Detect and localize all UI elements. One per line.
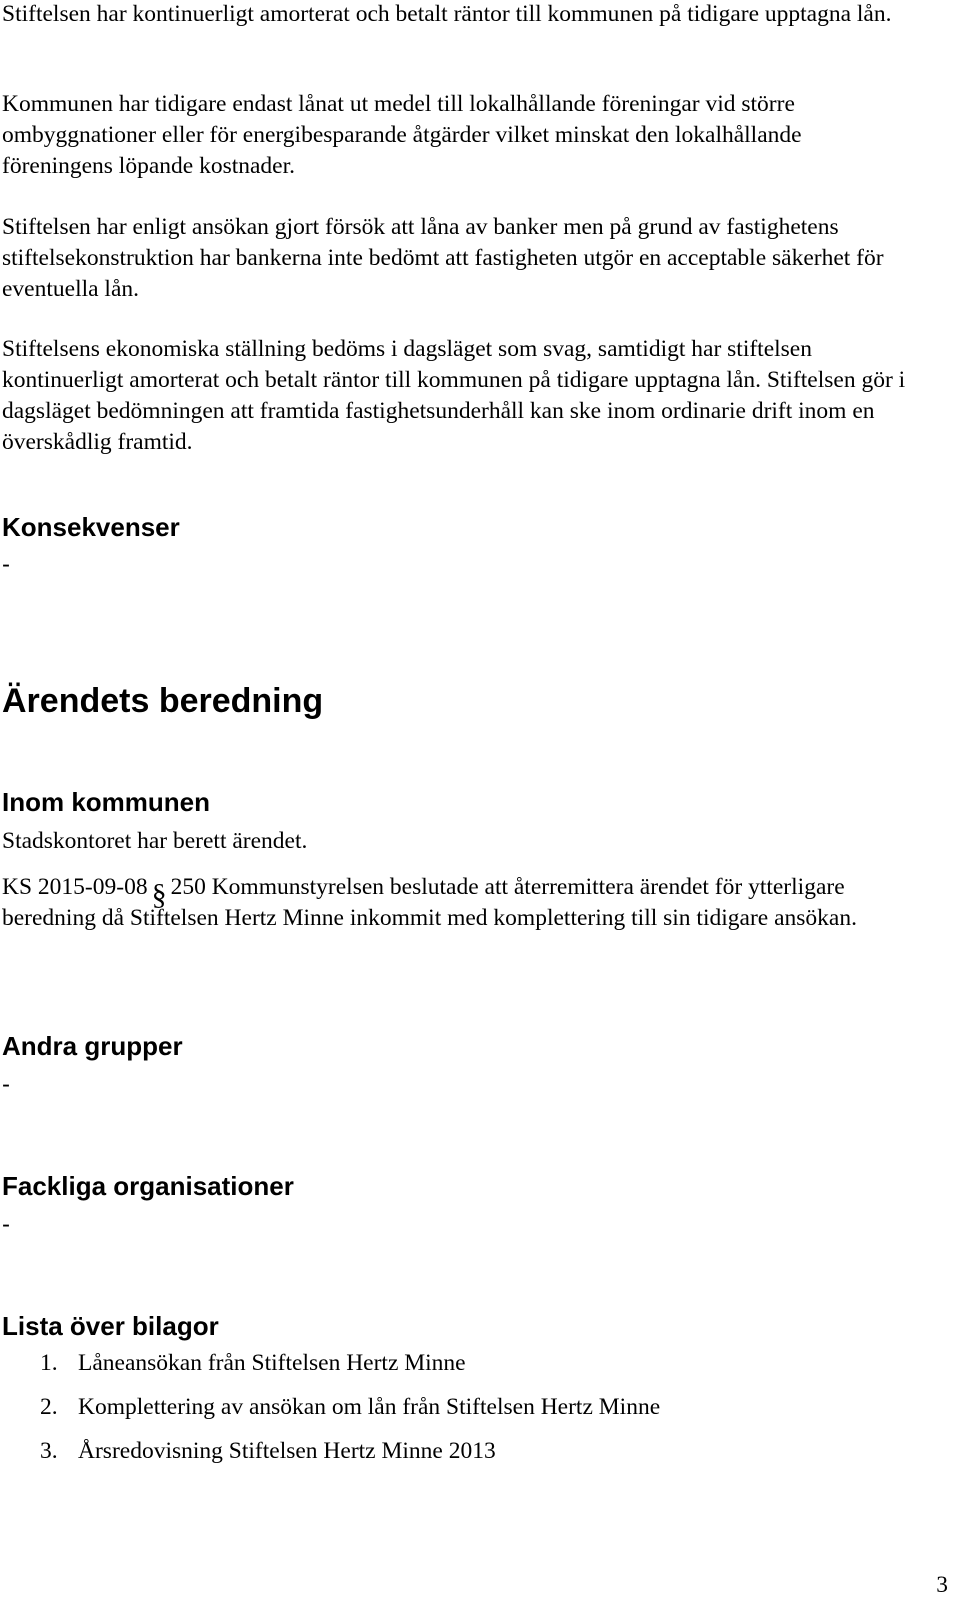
list-item-number: 3. (40, 1438, 58, 1464)
list-item-text: Låneansökan från Stiftelsen Hertz Minne (78, 1350, 466, 1376)
heading-arendets-beredning: Ärendets beredning (2, 682, 324, 720)
andra-grupper-placeholder: - (2, 1071, 10, 1098)
bilagor-list (2, 1348, 660, 1480)
list-item (2, 1392, 660, 1436)
list-item (2, 1348, 660, 1392)
konsekvenser-placeholder: - (2, 551, 10, 578)
fackliga-placeholder: - (2, 1211, 10, 1238)
paragraph-banklan: Stiftelsen har enligt ansökan gjort försök att låna av banker men på grund av fastighetens stiftelsekonstruktion har bankerna inte bedömt att fastigheten utgör en acceptable säkerhet för eventuella lån. (2, 214, 884, 302)
ks-date: KS 2015-09-08 (2, 874, 148, 900)
paragraph-amortering: Stiftelsen har kontinuerligt amorterat och betalt räntor till kommunen på tidigare upptagna lån. (2, 1, 892, 27)
heading-inom-kommunen: Inom kommunen (2, 787, 211, 817)
ks-decision-text: 250 Kommunstyrelsen beslutade att återremittera ärendet för ytterligare beredning då Stiftelsen Hertz Minne inkommit med komplettering till sin tidigare ansökan. (2, 874, 857, 931)
heading-fackliga-organisationer: Fackliga organisationer (2, 1171, 294, 1201)
list-item-text: Komplettering av ansökan om lån från Stiftelsen Hertz Minne (78, 1394, 661, 1420)
paragraph-kommunen-utlaning: Kommunen har tidigare endast lånat ut medel till lokalhållande föreningar vid större ombyggnationer eller för energibesparande åtgärder vilket minskat den lokalhållande föreningens löpande kostnader. (2, 91, 802, 179)
list-item-number: 2. (40, 1394, 58, 1420)
inom-kommunen-statement: Stadskontoret har berett ärendet. (2, 828, 308, 854)
ks-decision-paragraph (2, 869, 902, 934)
heading-konsekvenser: Konsekvenser (2, 512, 180, 542)
heading-lista-over-bilagor: Lista över bilagor (2, 1311, 219, 1341)
page-number: 3 (936, 1572, 948, 1598)
paragraph-ekonomisk-stallning: Stiftelsens ekonomiska ställning bedöms i dagsläget som svag, samtidigt har stiftelsen kontinuerligt amorterat och betalt räntor till kommunen på tidigare upptagna lån. Stiftelsen gör i dagsläget bedömningen att framtida fastighetsunderhåll kan ske inom ordinarie drift inom en överskådlig framtid. (2, 336, 906, 455)
list-item-number: 1. (40, 1350, 58, 1376)
heading-andra-grupper: Andra grupper (2, 1031, 183, 1061)
list-item-text: Årsredovisning Stiftelsen Hertz Minne 2013 (78, 1438, 496, 1464)
paragraph-sign-icon: § (151, 878, 167, 911)
list-item (2, 1436, 660, 1480)
